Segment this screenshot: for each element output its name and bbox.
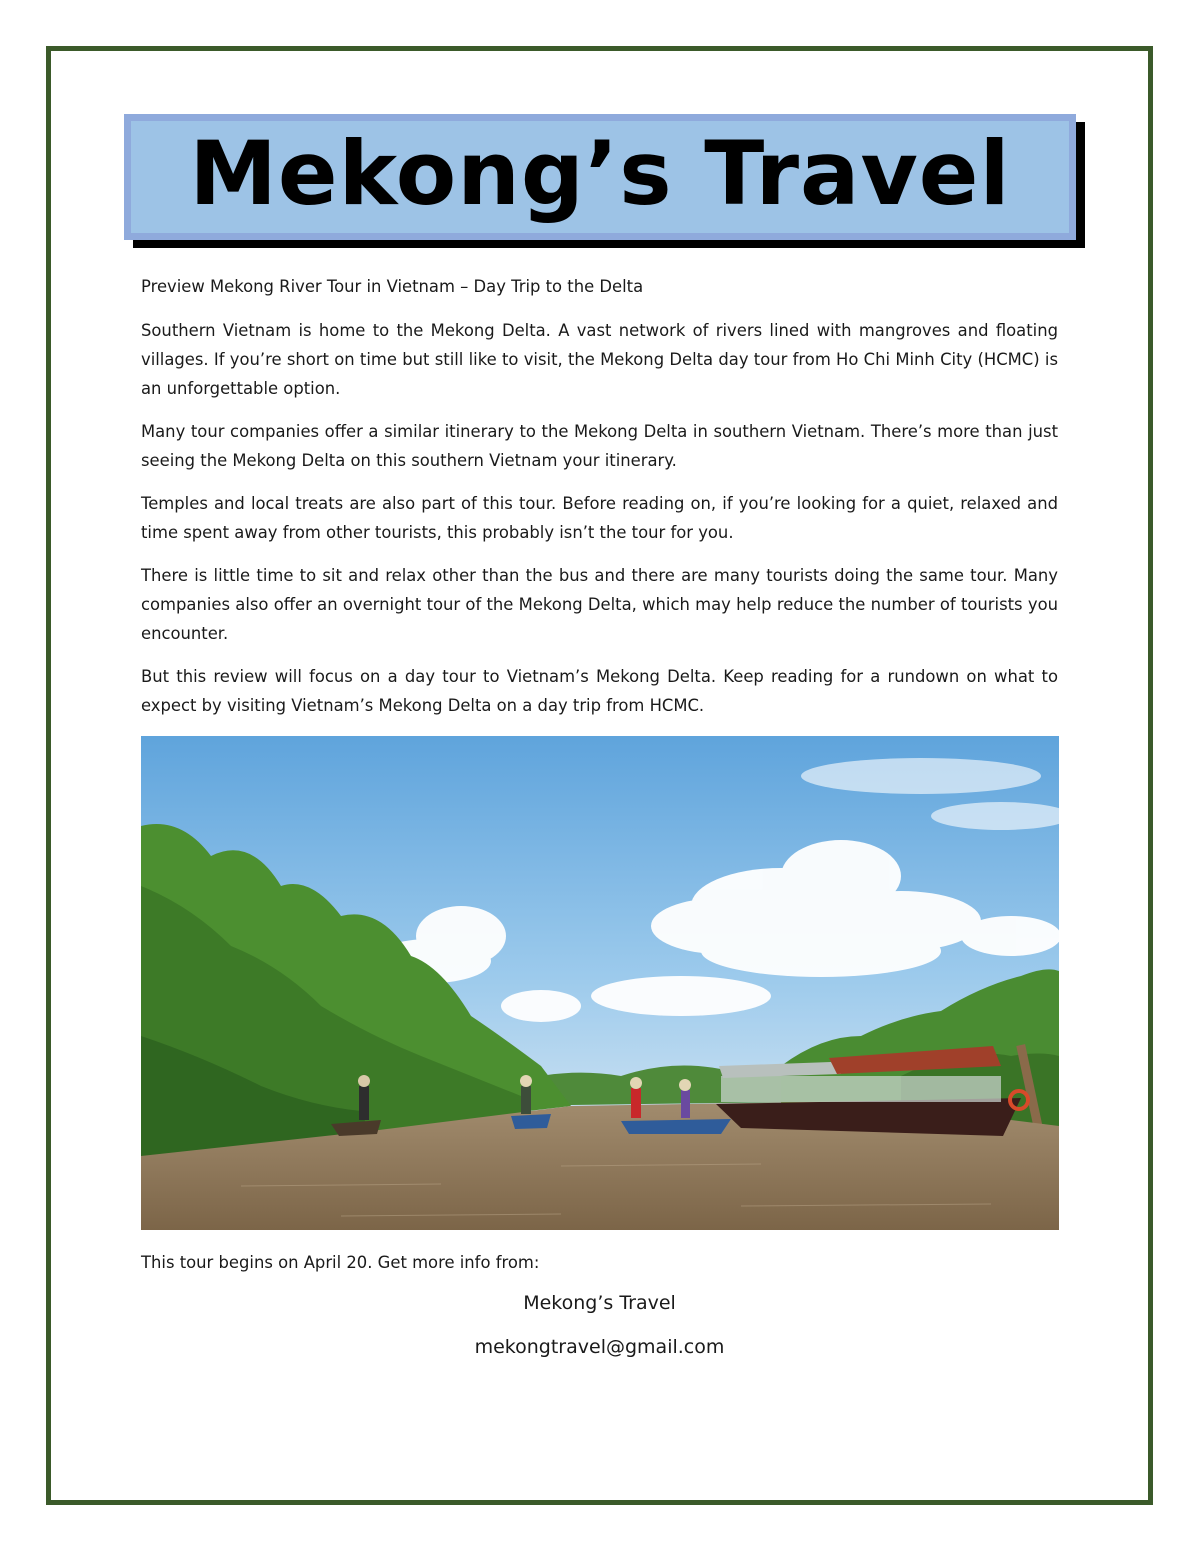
paragraph: But this review will focus on a day tour to Vietnam’s Mekong Delta. Keep reading for a rundown on what to expect by visiting Vietnam’s Mekong Delta on a day trip from HCMC. (141, 667, 1058, 715)
paragraph: There is little time to sit and relax other than the bus and there are many tourists doing the same tour. Many companies also offer an overnight tour of the Mekong Delta, which may help reduce the number of tourists you encounter. (141, 566, 1058, 643)
article-body (141, 272, 1058, 734)
paragraph: Temples and local treats are also part of this tour. Before reading on, if you’re looking for a quiet, relaxed and time spent away from other tourists, this probably isn’t the tour for you. (141, 494, 1058, 542)
contact-email[interactable]: mekongtravel@gmail.com (474, 1336, 725, 1358)
article-heading: Preview Mekong River Tour in Vietnam – Day Trip to the Delta (141, 277, 644, 296)
paragraph: Southern Vietnam is home to the Mekong Delta. A vast network of rivers lined with mangroves and floating villages. If you’re short on time but still like to visit, the Mekong Delta day tour from Ho Chi Minh City (HCMC) is an unforgettable option. (141, 321, 1058, 398)
contact-name: Mekong’s Travel (523, 1292, 676, 1314)
page-title: Mekong’s Travel (189, 122, 1011, 225)
title-banner (124, 114, 1076, 240)
mekong-river-photo (141, 736, 1059, 1230)
title-box (124, 114, 1076, 240)
footer-intro: This tour begins on April 20. Get more info from: (141, 1253, 540, 1272)
paragraph: Many tour companies offer a similar itinerary to the Mekong Delta in southern Vietnam. There’s more than just seeing the Mekong Delta on this southern Vietnam your itinerary. (141, 422, 1058, 470)
